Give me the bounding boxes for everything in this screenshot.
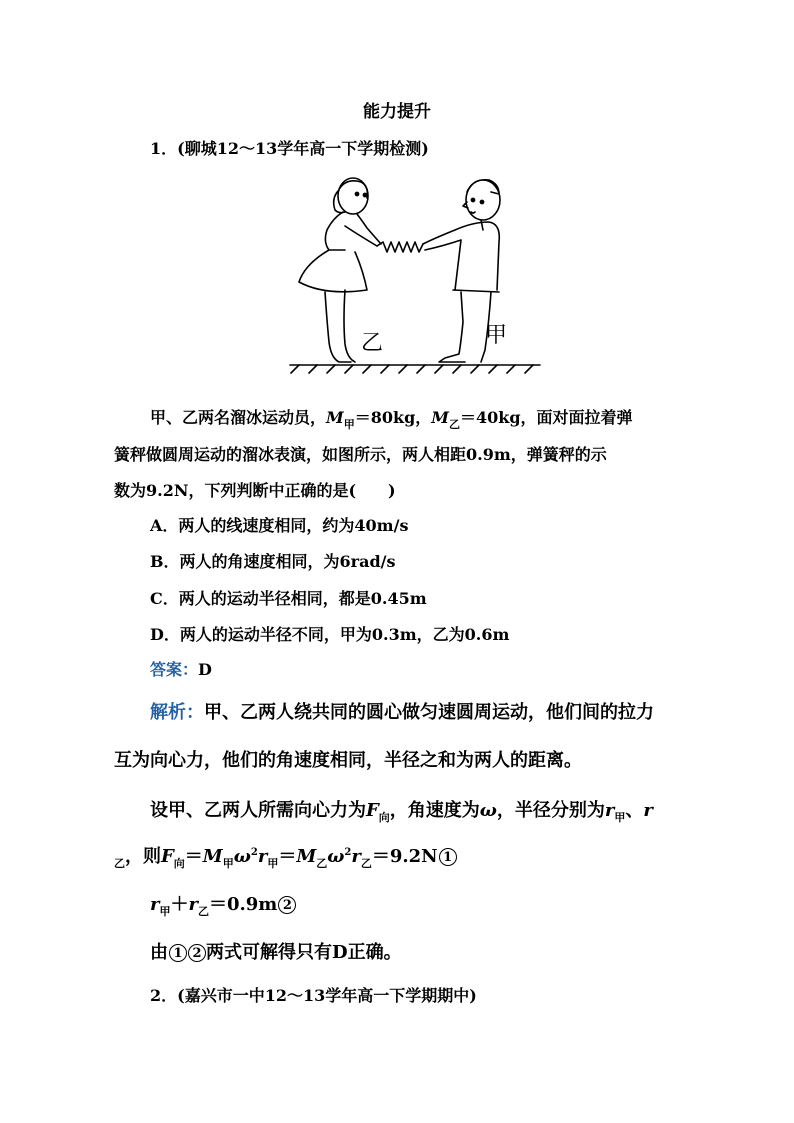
circled-number-1: 1	[169, 944, 187, 962]
conclusion-line	[150, 938, 402, 964]
force-symbol: F	[161, 846, 174, 867]
analysis-text: 甲、乙两人绕共同的圆心做匀速圆周运动，他们间的拉力	[204, 702, 654, 723]
conclusion-text: 由	[150, 942, 168, 963]
subscript-jia: 甲	[614, 811, 626, 824]
circled-number-1: 1	[439, 848, 457, 866]
superscript-2: 2	[344, 847, 352, 858]
stem-text: ＝80kg，	[354, 408, 432, 427]
answer-value: D	[198, 660, 212, 679]
subscript-yi: 乙	[360, 857, 372, 870]
ground-hatching	[291, 365, 533, 373]
mass-symbol: M	[296, 846, 317, 867]
question-number: 2．	[150, 986, 178, 1005]
equals-sign: ＝	[184, 846, 203, 867]
subscript-yi: 乙	[449, 418, 460, 431]
analysis-line-2: 互为向心力，他们的角速度相同，半径之和为两人的距离。	[114, 750, 582, 771]
section-title: 能力提升	[363, 102, 431, 122]
option-b: B．两人的角速度相同，为6rad/s	[150, 552, 396, 571]
radius-symbol: r	[188, 894, 198, 915]
subscript-jia: 甲	[159, 905, 171, 918]
question-source: (聊城12～13学年高一下学期检测)	[177, 139, 429, 158]
radius-symbol: r	[150, 894, 160, 915]
spring-balance	[377, 242, 423, 252]
mass-symbol: M	[431, 408, 449, 427]
subscript-yi: 乙	[197, 905, 209, 918]
subscript-xiang: 向	[378, 811, 390, 824]
mass-symbol: M	[326, 408, 344, 427]
equation-2	[150, 890, 296, 916]
subscript-xiang: 向	[173, 857, 185, 870]
superscript-2: 2	[250, 847, 258, 858]
radius-symbol: r	[257, 846, 268, 867]
option-a: A．两人的线速度相同，约为40m/s	[150, 516, 409, 535]
question-2-header	[150, 983, 477, 1006]
subscript-jia: 甲	[267, 857, 279, 870]
label-yi: 乙	[361, 331, 384, 356]
analysis-label: 解析：	[150, 702, 204, 723]
circled-number-2: 2	[278, 896, 296, 914]
analysis-text: 、	[625, 800, 644, 821]
stem-text: ＝40kg，面对面拉着弹	[460, 408, 633, 427]
analysis-line-3	[150, 796, 653, 822]
option-d: D．两人的运动半径不同，甲为0.3m，乙为0.6m	[150, 625, 510, 644]
stem-line-3: 数为9.2N，下列判断中正确的是( )	[114, 481, 396, 500]
radius-symbol: r	[351, 846, 361, 867]
equation-value: ＝0.9m	[208, 894, 278, 915]
question-source: (嘉兴市一中12～13学年高一下学期期中)	[177, 986, 477, 1005]
skaters-figure	[285, 172, 545, 377]
subscript-jia: 甲	[343, 418, 355, 431]
omega-symbol: ω	[479, 800, 497, 821]
radius-symbol: r	[604, 800, 615, 821]
analysis-text: ，角速度为	[389, 800, 480, 821]
stem-line-2: 簧秤做圆周运动的溜冰表演，如图所示，两人相距0.9m，弹簧秤的示	[114, 445, 607, 464]
plus-sign: ＋	[170, 894, 189, 915]
analysis-line-1	[150, 698, 654, 724]
equation-1	[114, 842, 457, 868]
analysis-text: 设甲、乙两人所需向心力为	[150, 800, 366, 821]
subscript-yi: 乙	[114, 857, 125, 870]
subscript-jia: 甲	[222, 857, 234, 870]
circled-number-2: 2	[188, 944, 206, 962]
omega-symbol: ω	[233, 846, 251, 867]
radius-symbol: r	[643, 800, 653, 821]
answer-line	[150, 657, 212, 680]
stem-text: 甲、乙两名溜冰运动员，	[150, 408, 327, 427]
analysis-text: ，半径分别为	[496, 800, 605, 821]
question-1-header	[150, 136, 429, 159]
subscript-yi: 乙	[316, 857, 328, 870]
answer-label: 答案：	[150, 660, 199, 679]
conclusion-text: 两式可解得只有D正确。	[206, 942, 402, 963]
equals-sign: ＝	[278, 846, 297, 867]
mass-symbol: M	[202, 846, 223, 867]
equation-value: ＝9.2N	[371, 846, 438, 867]
option-c: C．两人的运动半径相同，都是0.45m	[150, 589, 427, 608]
force-symbol: F	[366, 800, 379, 821]
stem-line-1	[150, 405, 633, 431]
label-jia: 甲	[485, 323, 508, 348]
question-number: 1．	[150, 139, 178, 158]
equation-text: ，则	[125, 846, 161, 867]
omega-symbol: ω	[327, 846, 345, 867]
